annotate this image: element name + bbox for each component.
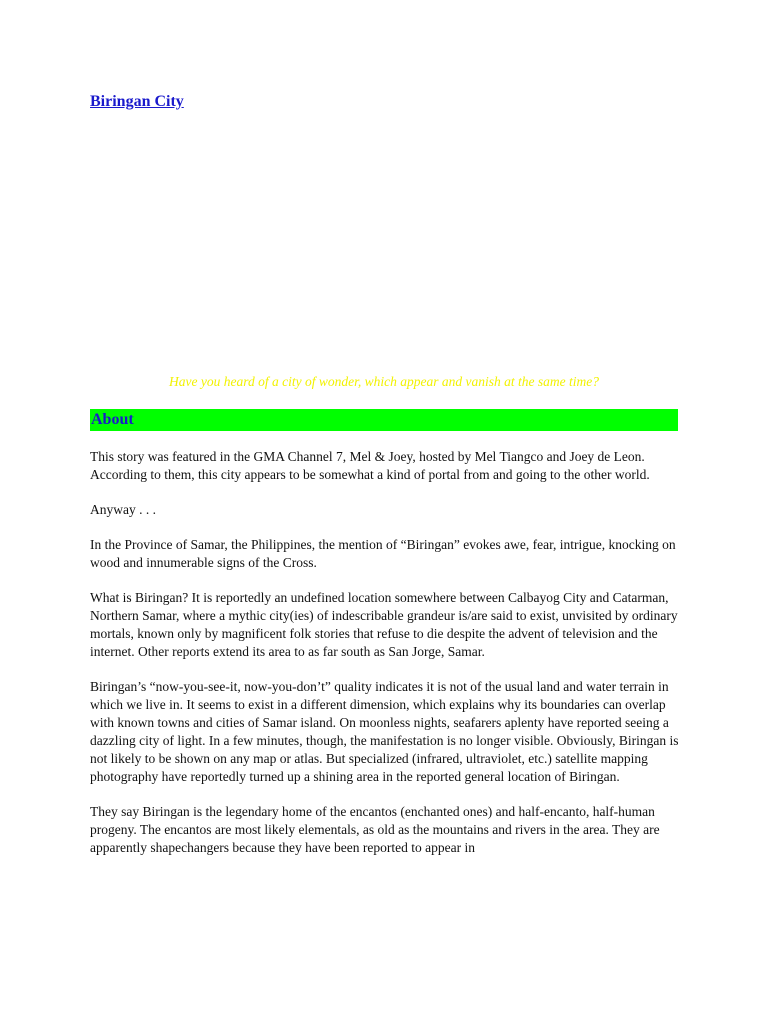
paragraph: They say Biringan is the legendary home of the encantos (enchanted ones) and half-encanto, half-human progeny. The encantos are most likely elementals, as old as the mountains and rivers in the area. They are apparently shapechangers because they have been reported to appear in [90, 804, 660, 855]
paragraph: What is Biringan? It is reportedly an undefined location somewhere between Calbayog City and Catarman, Northern Samar, where a mythic city(ies) of indescribable grandeur is/are said to exist, unvisited by ordinary mortals, known only by magnificent folk stories that refuse to die despite the advent of television and the internet. Other reports extend its area to as far south as San Jorge, Samar. [90, 590, 678, 659]
tagline: Have you heard of a city of wonder, which appear and vanish at the same time? [169, 374, 599, 389]
paragraph: Anyway . . . [90, 502, 156, 517]
paragraph: In the Province of Samar, the Philippines, the mention of “Biringan” evokes awe, fear, intrigue, knocking on wood and innumerable signs of the Cross. [90, 537, 676, 570]
title-link[interactable]: Biringan City [90, 93, 184, 110]
paragraph: This story was featured in the GMA Channel 7, Mel & Joey, hosted by Mel Tiangco and Joey de Leon. According to them, this city appears to be somewhat a kind of portal from and going to the other world. [90, 449, 650, 482]
article-body [90, 448, 682, 874]
paragraph: Biringan’s “now-you-see-it, now-you-don’t” quality indicates it is not of the usual land and water terrain in which we live in. It seems to exist in a different dimension, which explains why its boundaries can overlap with known towns and cities of Samar island. On moonless nights, seafarers aplenty have reported seeing a dazzling city of light. In a few minutes, though, the manifestation is no longer visible. Obviously, Biringan is not likely to be shown on any map or atlas. But specialized (infrared, ultraviolet, etc.) satellite mapping photography have reportedly turned up a shining area in the reported general location of Biringan. [90, 679, 679, 784]
section-heading-about: About [90, 409, 678, 431]
